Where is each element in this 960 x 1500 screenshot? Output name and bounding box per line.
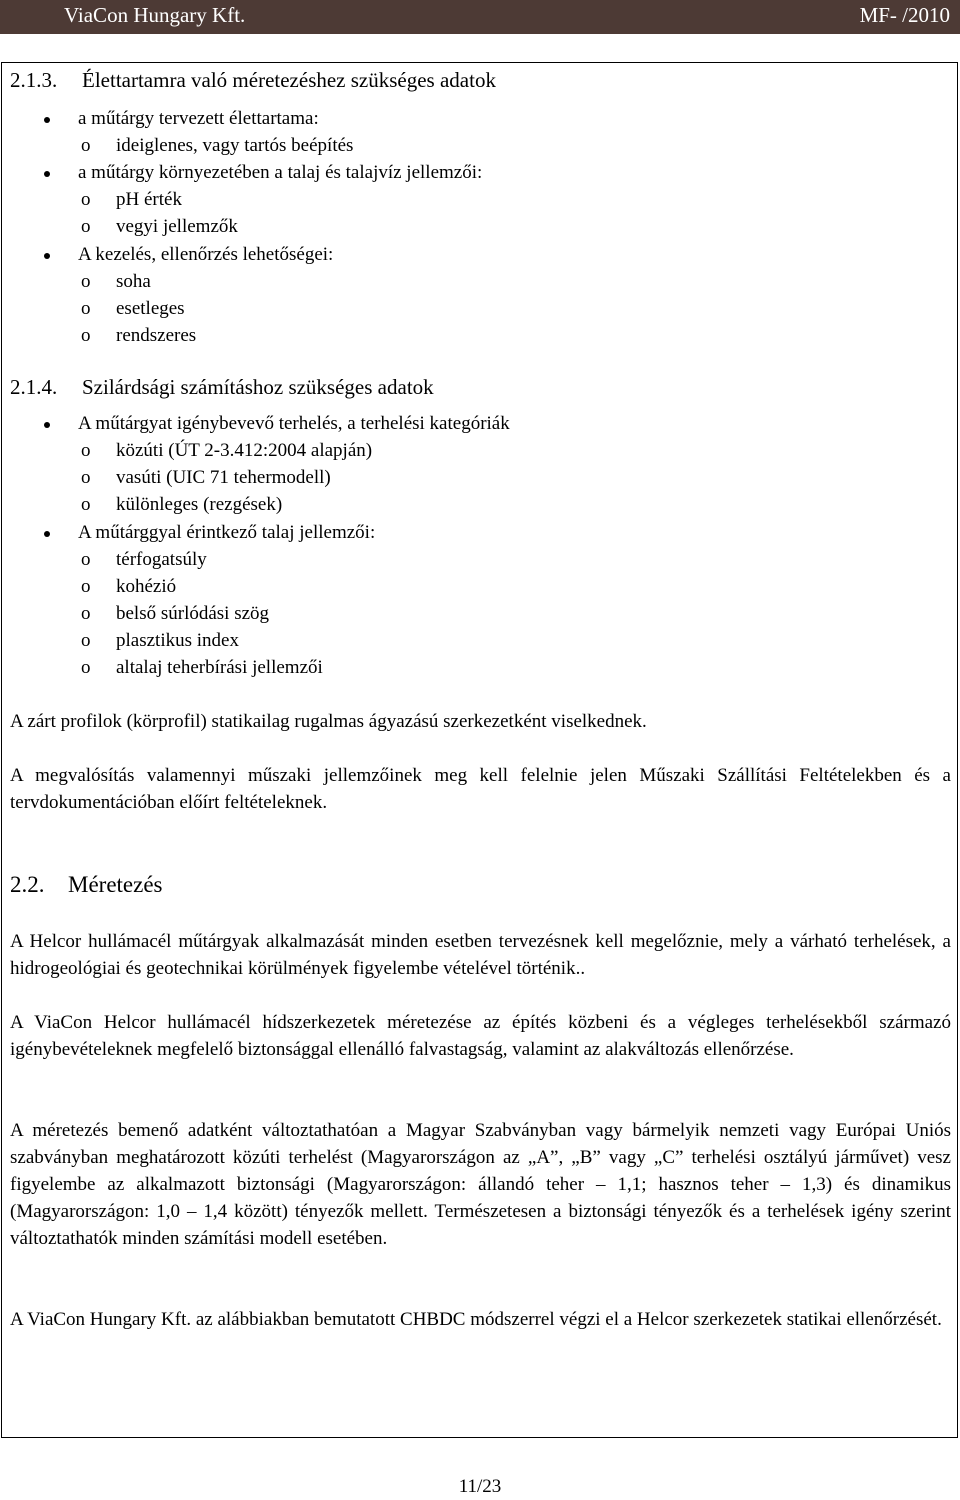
sub-list-item: o ideiglenes, vagy tartós beépítés bbox=[81, 135, 354, 156]
sub-list-item: o rendszeres bbox=[81, 325, 197, 346]
sub-bullet-marker: o bbox=[81, 467, 91, 488]
sub-bullet-marker: o bbox=[81, 576, 91, 597]
sub-list-item: o térfogatsúly bbox=[81, 549, 207, 570]
sub-bullet-marker: o bbox=[81, 630, 91, 651]
sub-bullet-marker: o bbox=[81, 440, 91, 461]
sub-bullet-marker: o bbox=[81, 135, 91, 156]
paragraph: A ViaCon Hungary Kft. az alábbiakban bemutatott CHBDC módszerrel végzi el a Helcor szerkezetek statikai ellenőrzését. bbox=[10, 1309, 942, 1330]
header-doc-ref: MF- /2010 bbox=[859, 3, 950, 27]
sub-bullet-marker: o bbox=[81, 603, 91, 624]
page-header bbox=[0, 0, 960, 34]
sub-bullet-marker: o bbox=[81, 494, 91, 515]
sub-list-item: o különleges (rezgések) bbox=[81, 494, 283, 515]
sub-list-item: o soha bbox=[81, 271, 151, 292]
sub-bullet-marker: o bbox=[81, 298, 91, 319]
paragraph: A megvalósítás valamennyi műszaki jellemzőinek meg kell felelnie jelen Műszaki Szállítási Feltételekben és a tervdokumentációban előírt feltételeknek. bbox=[10, 765, 951, 813]
section-number: 2.1.4. bbox=[10, 375, 58, 399]
sub-list-item: o belső súrlódási szög bbox=[81, 603, 270, 624]
sub-bullet-marker: o bbox=[81, 189, 91, 210]
sub-bullet-marker: o bbox=[81, 216, 91, 237]
section-heading-2-2 bbox=[10, 872, 163, 898]
section-heading-2-1-3 bbox=[10, 68, 496, 93]
sub-list-item: o kohézió bbox=[81, 576, 177, 597]
section-title: Méretezés bbox=[68, 872, 163, 897]
paragraph: A méretezés bemenő adatként változtathatóan a Magyar Szabványban vagy bármelyik nemzeti vagy Európai Uniós szabványban meghatározott közúti terhelést (Magyarországon az „A”, „B” vagy „C” terhelési osztályú járművet) vesz figyelembe az alkalmazott biztonsági (Magyarországon: állandó teher – 1,1; hasznos teher – 1,3) és dinamikus (Magyarországon: 1,0 – 1,4 között) tényezők mellett. Természetesen a biztonsági tényezők és a terhelések igény szerint változtathatók minden számítási modell esetében. bbox=[10, 1120, 951, 1249]
paragraph: A zárt profilok (körprofil) statikailag rugalmas ágyazású szerkezetként viselkednek. bbox=[10, 711, 647, 732]
sub-bullet-marker: o bbox=[81, 549, 91, 570]
header-company: ViaCon Hungary Kft. bbox=[64, 3, 246, 27]
section-number: 2.2. bbox=[10, 872, 45, 897]
section-title: Élettartamra való méretezéshez szükséges adatok bbox=[82, 68, 496, 92]
sub-bullet-marker: o bbox=[81, 325, 91, 346]
sub-list-item: o vegyi jellemzők bbox=[81, 216, 238, 237]
list-item: a műtárgy tervezett élettartama: bbox=[78, 108, 319, 129]
sub-list-item: o közúti (ÚT 2-3.412:2004 alapján) bbox=[81, 440, 373, 461]
section-title: Szilárdsági számításhoz szükséges adatok bbox=[82, 375, 434, 399]
sub-bullet-marker: o bbox=[81, 271, 91, 292]
list-item: A műtárggyal érintkező talaj jellemzői: bbox=[78, 522, 376, 543]
list-item: a műtárgy környezetében a talaj és talajvíz jellemzői: bbox=[78, 162, 483, 183]
sub-list-item: o pH érték bbox=[81, 189, 182, 210]
list-item: A kezelés, ellenőrzés lehetőségei: bbox=[78, 244, 334, 265]
paragraph: A Helcor hullámacél műtárgyak alkalmazását minden esetben tervezésnek kell megelőznie, mely a várható terhelések, a hidrogeológiai és geotechnikai körülmények figyelembe vételével történik.. bbox=[10, 931, 951, 979]
paragraph: A ViaCon Helcor hullámacél hídszerkezetek méretezése az építés közbeni és a végleges terhelésekből származó igénybevételeknek megfelelő biztonsággal ellenálló falvastagság, valamint az alakváltozás ellenőrzése. bbox=[10, 1012, 951, 1060]
sub-list-item: o esetleges bbox=[81, 298, 185, 319]
sub-bullet-marker: o bbox=[81, 657, 91, 678]
sub-list-item: o plasztikus index bbox=[81, 630, 239, 651]
page-number: 11/23 bbox=[458, 1476, 502, 1497]
list-item: A műtárgyat igénybevevő terhelés, a terhelési kategóriák bbox=[78, 413, 510, 434]
section-heading-2-1-4 bbox=[10, 375, 434, 400]
sub-list-item: o altalaj teherbírási jellemzői bbox=[81, 657, 323, 678]
section-number: 2.1.3. bbox=[10, 68, 58, 92]
sub-list-item: o vasúti (UIC 71 tehermodell) bbox=[81, 467, 331, 488]
